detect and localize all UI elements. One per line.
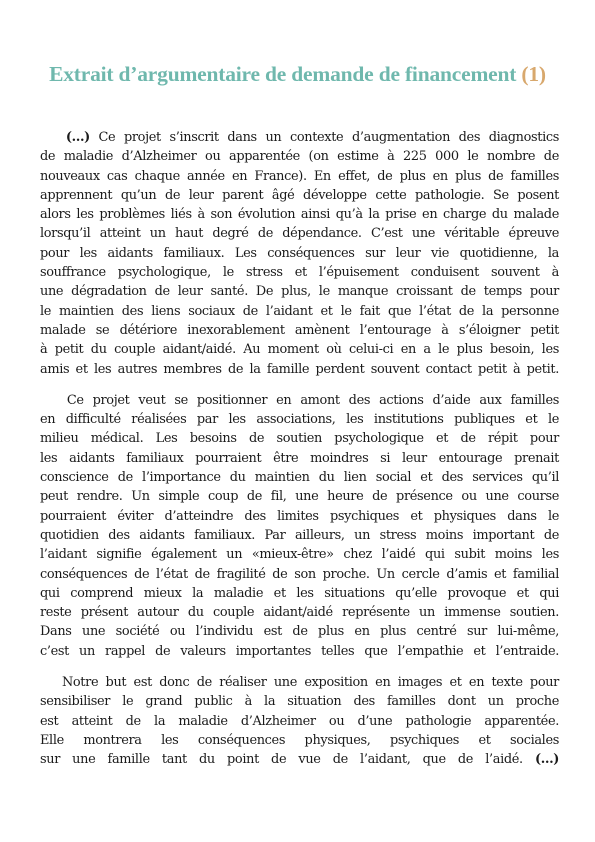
text-line: Elle montrera les conséquences physiques, psychiques et sociales xyxy=(40,732,559,748)
text-line: nouveaux cas chaque année en France). En effet, de plus en plus de familles xyxy=(40,168,559,184)
text-line: en difficulté réalisées par les associations, les institutions publiques et le xyxy=(40,412,559,428)
text-line: malade se détériore inexorablement amènent l’entourage à s’éloigner petit xyxy=(40,322,559,338)
text-line: apprennent qu’un de leur parent âgé développe cette pathologie. Se posent xyxy=(40,187,559,203)
text-line: (…) Ce projet s’inscrit dans un contexte d’augmentation des diagnostics xyxy=(65,130,559,145)
text-line: sensibiliser le grand public à la situation des familles dont un proche xyxy=(40,694,559,710)
paragraph-2 xyxy=(40,391,559,661)
title-text: Extrait d’argumentaire de demande de financement xyxy=(49,62,517,86)
body-text xyxy=(40,128,559,770)
text-line: à petit du couple aidant/aidé. Au moment où celui-ci en a le plus besoin, les xyxy=(40,342,559,358)
text-line: les aidants familiaux pourraient être moindres si leur entourage prenait xyxy=(40,450,559,466)
text-line: lorsqu’il atteint un haut degré de dépendance. C’est une véritable épreuve xyxy=(40,226,559,242)
text-line: conscience de l’importance du maintien du lien social et des services qu’il xyxy=(40,470,559,486)
text-line: pour les aidants familiaux. Les conséquences sur leur vie quotidienne, la xyxy=(40,245,559,261)
text-line: pourraient éviter d’atteindre des limites psychiques et physiques dans le xyxy=(40,508,559,524)
text-line: reste présent autour du couple aidant/aidé représente un immense soutien. xyxy=(40,605,559,621)
page-title xyxy=(20,60,575,88)
text-line: conséquences de l’état de fragilité de son proche. Un cercle d’amis et familial xyxy=(40,566,559,582)
paragraph-1 xyxy=(40,128,559,379)
text-line: milieu médical. Les besoins de soutien psychologique et de répit pour xyxy=(40,431,559,447)
text-line: quotidien des aidants familiaux. Par ailleurs, un stress moins important de xyxy=(40,527,559,543)
ellipsis-open: (…) xyxy=(65,130,90,145)
text-line: le maintien des liens sociaux de l’aidant et le fait que l’état de la personne xyxy=(40,303,559,319)
text-line: souffrance psychologique, le stress et l’épuisement conduisent souvent à xyxy=(40,265,559,281)
text-line: peut rendre. Un simple coup de fil, une heure de présence ou une course xyxy=(40,489,559,505)
text-line: alors les problèmes liés à son évolution ainsi qu’à la prise en charge du malade xyxy=(40,207,559,223)
text-line: qui comprend mieux la maladie et les situations qu’elle provoque et qui xyxy=(40,585,559,601)
ellipsis-close: (…) xyxy=(534,752,559,768)
text-line: amis et les autres membres de la famille perdent souvent contact petit à petit. xyxy=(40,361,559,377)
text-line: Ce projet veut se positionner en amont des actions d’aide aux familles xyxy=(66,392,559,408)
title-footnote-number: (1) xyxy=(521,62,546,86)
text-line: sur une famille tant du point de vue de l’aidant, que de l’aidé. (…) xyxy=(40,752,559,768)
text-line: une dégradation de leur santé. De plus, le manque croissant de temps pour xyxy=(40,284,559,300)
text-line: l’aidant signifie également un «mieux-être» chez l’aidé qui subit moins les xyxy=(40,547,559,563)
text-line: de maladie d’Alzheimer ou apparentée (on estime à 225 000 le nombre de xyxy=(40,149,559,165)
text-line: est atteint de la maladie d’Alzheimer ou d’une pathologie apparentée. xyxy=(40,713,559,729)
paragraph-3 xyxy=(40,673,559,769)
text-line: Notre but est donc de réaliser une exposition en images et en texte pour xyxy=(61,675,559,691)
text-line: c’est un rappel de valeurs importantes telles que l’empathie et l’entraide. xyxy=(40,643,559,659)
text-line: Dans une société ou l’individu est de plus en plus centré sur lui-même, xyxy=(40,624,559,640)
